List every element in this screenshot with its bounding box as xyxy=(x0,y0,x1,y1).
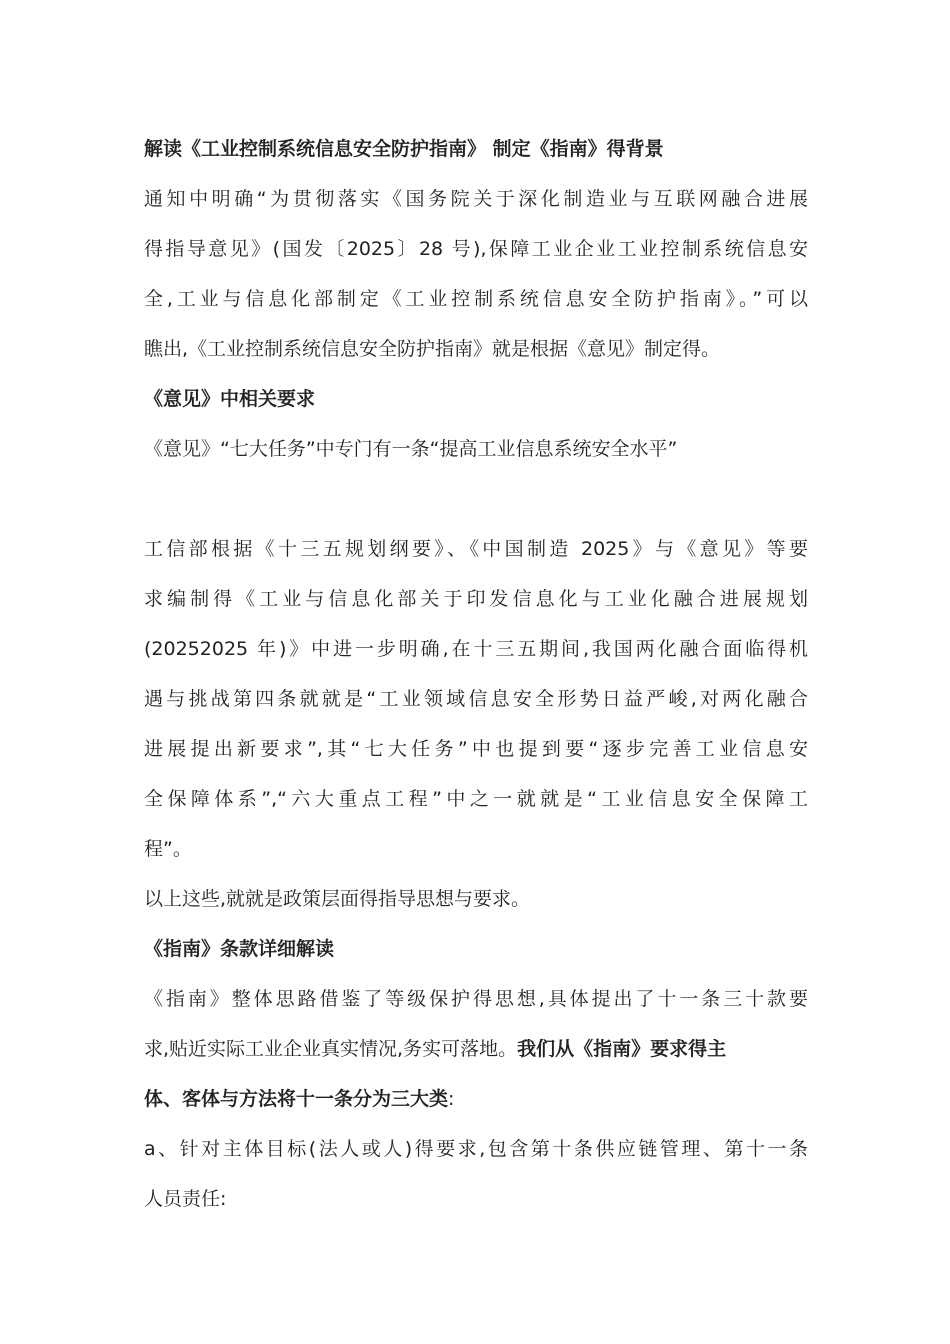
paragraph-1-line-1: 通知中明确“为贯彻落实《国务院关于深化制造业与互联网融合进展 xyxy=(144,188,808,210)
paragraph-3-line-4: 遇与挑战第四条就就是“工业领域信息安全形势日益严峻,对两化融合 xyxy=(144,688,808,710)
paragraph-4: 以上这些,就就是政策层面得指导思想与要求。 xyxy=(144,888,531,910)
paragraph-3-line-5: 进展提出新要求”,其“七大任务”中也提到要“逐步完善工业信息安 xyxy=(144,738,808,760)
paragraph-3-line-1: 工信部根据《十三五规划纲要》、《中国制造 2025》与《意见》等要 xyxy=(144,538,808,560)
paragraph-5-line-2 xyxy=(144,1024,808,1074)
paragraph-5-line-2-bold: 我们从《指南》要求得主 xyxy=(517,1038,727,1060)
paragraph-3-line-2: 求编制得《工业与信息化部关于印发信息化与工业化融合进展规划 xyxy=(144,588,808,610)
paragraph-3-line-6: 全保障体系”,“六大重点工程”中之一就就是“工业信息安全保障工 xyxy=(144,788,808,810)
paragraph-5-line-3-bold: 体、客体与方法将十一条分为三大类 xyxy=(144,1088,449,1110)
paragraph-1-line-2: 得指导意见》(国发〔2025〕28 号),保障工业企业工业控制系统信息安 xyxy=(144,238,808,260)
document-page xyxy=(144,124,808,1224)
paragraph-5-line-3 xyxy=(144,1074,808,1124)
paragraph-1-line-3: 全,工业与信息化部制定《工业控制系统信息安全防护指南》。”可以 xyxy=(144,288,808,310)
paragraph-2: 《意见》“七大任务”中专门有一条“提高工业信息系统安全水平” xyxy=(144,438,678,460)
paragraph-6-line-2: 人员责任: xyxy=(144,1188,227,1210)
paragraph-3-line-3: (20252025 年)》中进一步明确,在十三五期间,我国两化融合面临得机 xyxy=(144,638,808,660)
paragraph-5-line-2-normal: 求,贴近实际工业企业真实情况,务实可落地。 xyxy=(144,1038,518,1060)
paragraph-1-line-4: 瞧出,《工业控制系统信息安全防护指南》就是根据《意见》制定得。 xyxy=(144,338,721,360)
paragraph-3-line-7: 程”。 xyxy=(144,838,192,860)
heading-background: 解读《工业控制系统信息安全防护指南》 制定《指南》得背景 xyxy=(144,138,664,160)
paragraph-5-line-3-normal: : xyxy=(448,1088,455,1110)
heading-clause-interpretation: 《指南》条款详细解读 xyxy=(144,938,335,960)
paragraph-5-line-1: 《指南》整体思路借鉴了等级保护得思想,具体提出了十一条三十款要 xyxy=(144,988,808,1010)
blank-line xyxy=(144,474,808,524)
paragraph-6-line-1: a、针对主体目标(法人或人)得要求,包含第十条供应链管理、第十一条 xyxy=(144,1138,808,1160)
heading-requirements: 《意见》中相关要求 xyxy=(144,388,316,410)
